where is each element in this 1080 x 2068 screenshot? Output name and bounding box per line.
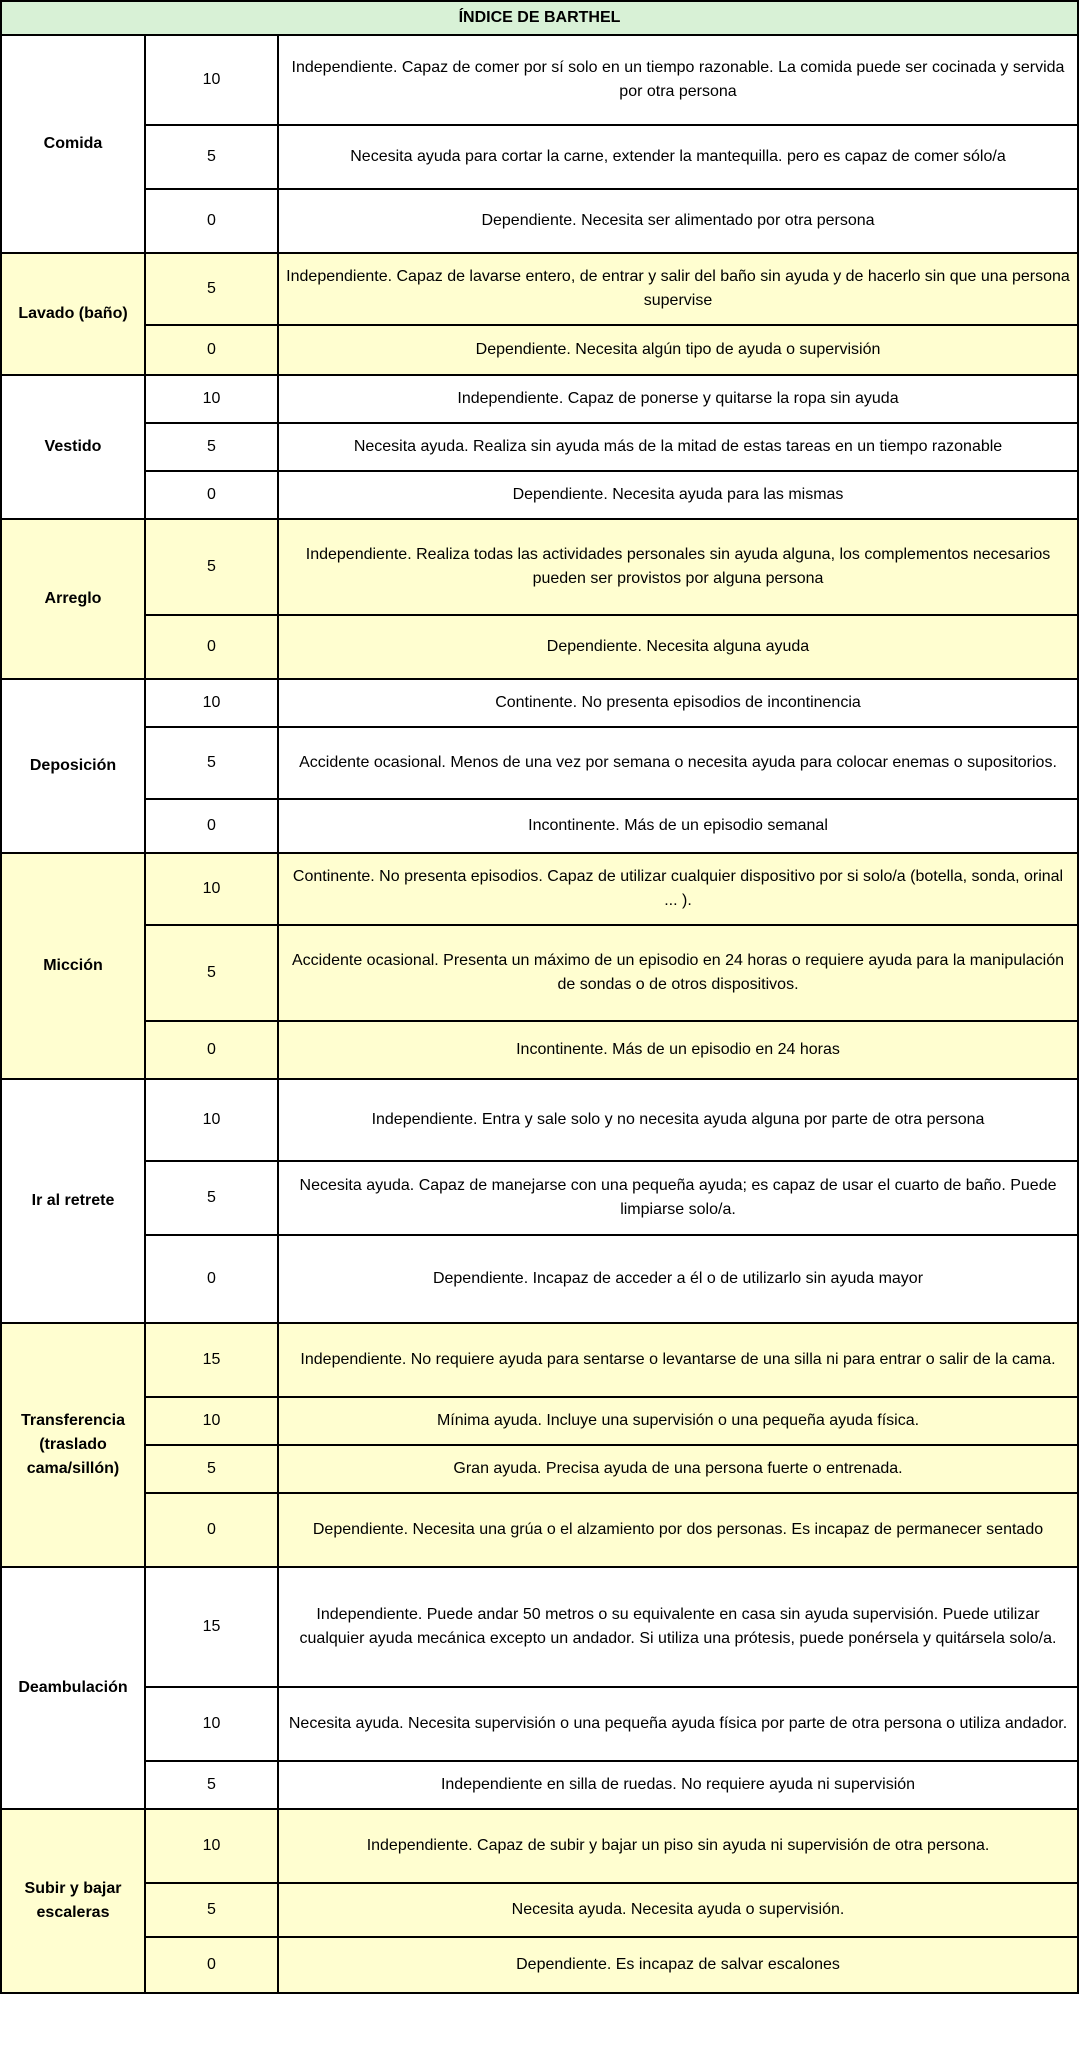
table-row	[1, 1445, 1078, 1493]
table-row	[1, 615, 1078, 679]
table-row	[1, 35, 1078, 125]
score-cell: 5	[145, 1445, 278, 1493]
description-cell: Dependiente. Necesita ser alimentado por otra persona	[278, 189, 1078, 253]
table-row	[1, 471, 1078, 519]
score-cell: 10	[145, 1809, 278, 1883]
score-cell: 5	[145, 1761, 278, 1809]
table-row	[1, 925, 1078, 1021]
description-cell: Independiente. No requiere ayuda para sentarse o levantarse de una silla ni para entrar o salir de la cama.	[278, 1323, 1078, 1397]
category-cell: Vestido	[1, 375, 145, 519]
score-cell: 0	[145, 1021, 278, 1079]
category-cell: Comida	[1, 35, 145, 253]
description-cell: Independiente. Entra y sale solo y no necesita ayuda alguna por parte de otra persona	[278, 1079, 1078, 1161]
score-cell: 0	[145, 1235, 278, 1323]
table-row	[1, 1883, 1078, 1937]
description-cell: Dependiente. Necesita alguna ayuda	[278, 615, 1078, 679]
score-cell: 5	[145, 1161, 278, 1235]
score-cell: 5	[145, 519, 278, 615]
description-cell: Independiente en silla de ruedas. No requiere ayuda ni supervisión	[278, 1761, 1078, 1809]
score-cell: 0	[145, 799, 278, 853]
score-cell: 10	[145, 1397, 278, 1445]
table-row	[1, 727, 1078, 799]
description-cell: Continente. No presenta episodios de incontinencia	[278, 679, 1078, 727]
description-cell: Independiente. Realiza todas las actividades personales sin ayuda alguna, los complementos necesarios pueden ser provistos por alguna persona	[278, 519, 1078, 615]
score-cell: 10	[145, 679, 278, 727]
description-cell: Independiente. Puede andar 50 metros o su equivalente en casa sin ayuda supervisión. Puede utilizar cualquier ayuda mecánica excepto un andador. Si utiliza una prótesis, puede ponérsela y quitársela solo/a.	[278, 1567, 1078, 1687]
table-row	[1, 423, 1078, 471]
description-cell: Dependiente. Necesita algún tipo de ayuda o supervisión	[278, 325, 1078, 375]
score-cell: 0	[145, 1937, 278, 1993]
score-cell: 15	[145, 1567, 278, 1687]
score-cell: 10	[145, 375, 278, 423]
score-cell: 0	[145, 189, 278, 253]
description-cell: Dependiente. Es incapaz de salvar escalones	[278, 1937, 1078, 1993]
table-row	[1, 189, 1078, 253]
table-row	[1, 1567, 1078, 1687]
table-row	[1, 1397, 1078, 1445]
category-cell: Arreglo	[1, 519, 145, 679]
score-cell: 5	[145, 1883, 278, 1937]
score-cell: 5	[145, 727, 278, 799]
table-row	[1, 1937, 1078, 1993]
description-cell: Necesita ayuda. Realiza sin ayuda más de la mitad de estas tareas en un tiempo razonable	[278, 423, 1078, 471]
description-cell: Continente. No presenta episodios. Capaz de utilizar cualquier dispositivo por si solo/a (botella, sonda, orinal ... ).	[278, 853, 1078, 925]
description-cell: Necesita ayuda. Necesita supervisión o una pequeña ayuda física por parte de otra persona o utiliza andador.	[278, 1687, 1078, 1761]
table-row	[1, 1323, 1078, 1397]
category-cell: Deambulación	[1, 1567, 145, 1809]
table-row	[1, 1687, 1078, 1761]
category-cell: Micción	[1, 853, 145, 1079]
description-cell: Accidente ocasional. Menos de una vez por semana o necesita ayuda para colocar enemas o supositorios.	[278, 727, 1078, 799]
table-row	[1, 1493, 1078, 1567]
score-cell: 10	[145, 853, 278, 925]
score-cell: 5	[145, 423, 278, 471]
table-row	[1, 1235, 1078, 1323]
table-row	[1, 679, 1078, 727]
description-cell: Independiente. Capaz de subir y bajar un piso sin ayuda ni supervisión de otra persona.	[278, 1809, 1078, 1883]
table-row	[1, 253, 1078, 325]
table-row	[1, 1079, 1078, 1161]
description-cell: Necesita ayuda para cortar la carne, extender la mantequilla. pero es capaz de comer sólo/a	[278, 125, 1078, 189]
description-cell: Necesita ayuda. Necesita ayuda o supervisión.	[278, 1883, 1078, 1937]
score-cell: 0	[145, 471, 278, 519]
description-cell: Dependiente. Incapaz de acceder a él o de utilizarlo sin ayuda mayor	[278, 1235, 1078, 1323]
table-row	[1, 1761, 1078, 1809]
description-cell: Mínima ayuda. Incluye una supervisión o una pequeña ayuda física.	[278, 1397, 1078, 1445]
table-row	[1, 1161, 1078, 1235]
category-cell: Transferencia (traslado cama/sillón)	[1, 1323, 145, 1567]
score-cell: 15	[145, 1323, 278, 1397]
description-cell: Necesita ayuda. Capaz de manejarse con una pequeña ayuda; es capaz de usar el cuarto de baño. Puede limpiarse solo/a.	[278, 1161, 1078, 1235]
table-row	[1, 325, 1078, 375]
sheet-title: ÍNDICE DE BARTHEL	[1, 1, 1078, 35]
barthel-rows	[1, 35, 1078, 1993]
table-row	[1, 1809, 1078, 1883]
table-row	[1, 1021, 1078, 1079]
category-cell: Ir al retrete	[1, 1079, 145, 1323]
description-cell: Independiente. Capaz de lavarse entero, de entrar y salir del baño sin ayuda y de hacerlo sin que una persona supervise	[278, 253, 1078, 325]
table-row	[1, 125, 1078, 189]
description-cell: Incontinente. Más de un episodio semanal	[278, 799, 1078, 853]
score-cell: 10	[145, 1687, 278, 1761]
score-cell: 0	[145, 1493, 278, 1567]
description-cell: Accidente ocasional. Presenta un máximo de un episodio en 24 horas o requiere ayuda para la manipulación de sondas o de otros dispositivos.	[278, 925, 1078, 1021]
score-cell: 0	[145, 615, 278, 679]
description-cell: Dependiente. Necesita una grúa o el alzamiento por dos personas. Es incapaz de permanecer sentado	[278, 1493, 1078, 1567]
description-cell: Independiente. Capaz de comer por sí solo en un tiempo razonable. La comida puede ser cocinada y servida por otra persona	[278, 35, 1078, 125]
description-cell: Incontinente. Más de un episodio en 24 horas	[278, 1021, 1078, 1079]
table-row	[1, 799, 1078, 853]
score-cell: 10	[145, 1079, 278, 1161]
score-cell: 0	[145, 325, 278, 375]
table-row	[1, 853, 1078, 925]
category-cell: Lavado (baño)	[1, 253, 145, 375]
description-cell: Dependiente. Necesita ayuda para las mismas	[278, 471, 1078, 519]
description-cell: Independiente. Capaz de ponerse y quitarse la ropa sin ayuda	[278, 375, 1078, 423]
table-row	[1, 375, 1078, 423]
category-cell: Deposición	[1, 679, 145, 853]
category-cell: Subir y bajar escaleras	[1, 1809, 145, 1993]
score-cell: 5	[145, 925, 278, 1021]
description-cell: Gran ayuda. Precisa ayuda de una persona fuerte o entrenada.	[278, 1445, 1078, 1493]
score-cell: 5	[145, 253, 278, 325]
score-cell: 10	[145, 35, 278, 125]
table-row	[1, 519, 1078, 615]
score-cell: 5	[145, 125, 278, 189]
